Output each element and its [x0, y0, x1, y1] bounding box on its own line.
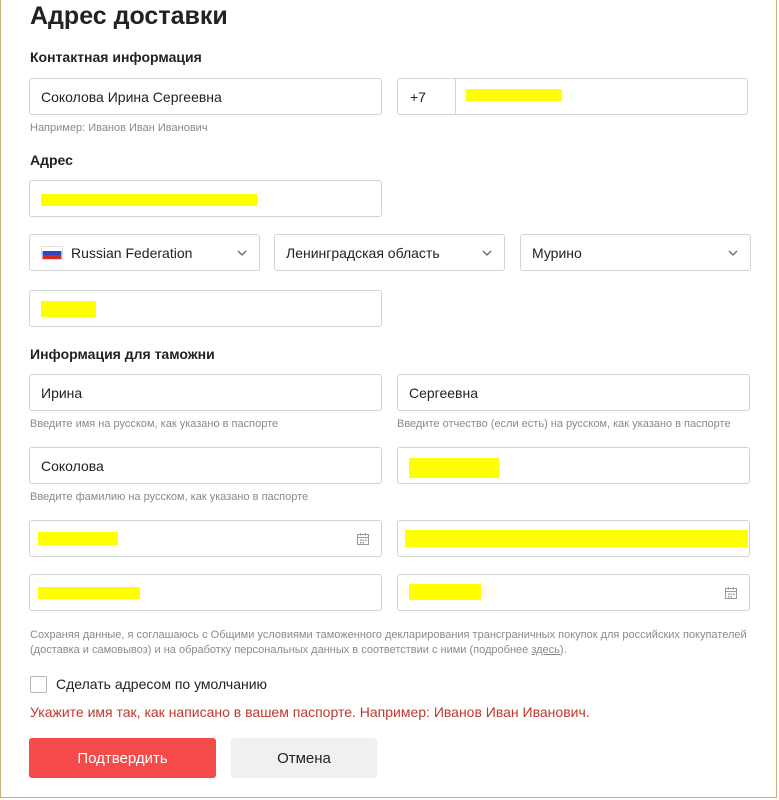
patronymic-hint: Введите отчество (если есть) на русском, как указано в паспорте — [397, 418, 731, 430]
country-value: Russian Federation — [71, 244, 193, 261]
first-name-hint: Введите имя на русском, как указано в паспорте — [30, 418, 279, 430]
chevron-down-icon — [237, 248, 247, 258]
chevron-down-icon — [728, 248, 738, 258]
last-name-field[interactable] — [29, 447, 382, 484]
russia-flag-icon — [41, 246, 63, 260]
legal-consent-text — [30, 628, 750, 658]
contact-section-title: Контактная информация — [30, 49, 202, 65]
region-select[interactable] — [274, 234, 505, 271]
address-section-title: Адрес — [30, 152, 73, 168]
full-name-hint: Например: Иванов Иван Иванович — [30, 122, 208, 134]
last-name-value: Соколова — [41, 457, 104, 474]
full-name-field[interactable] — [29, 78, 382, 115]
calendar-icon[interactable] — [724, 586, 738, 600]
passport-series-field[interactable] — [397, 447, 750, 484]
redacted-postal-code — [41, 301, 96, 317]
last-name-hint: Введите фамилию на русском, как указано в паспорте — [30, 491, 309, 503]
redacted-issue-date — [409, 584, 481, 600]
redacted-birth-date — [38, 532, 118, 545]
issue-date-field[interactable] — [397, 574, 750, 611]
postal-code-field[interactable] — [29, 290, 382, 327]
calendar-icon[interactable] — [356, 532, 370, 546]
default-address-label[interactable]: Сделать адресом по умолчанию — [56, 676, 268, 692]
phone-field[interactable] — [397, 78, 748, 115]
confirm-button[interactable]: Подтвердить — [29, 738, 216, 778]
redacted-passport-issuer — [405, 530, 748, 547]
redacted-street-address — [41, 194, 257, 206]
legal-details-link[interactable]: здесь — [531, 644, 560, 656]
legal-text: Сохраняя данные, я соглашаюсь с Общими условиями таможенного декларирования трансграничных покупок для российских покупателей (доставка и самовывоз) и на обработку персональных данных в соответствии с ними (подробнее — [30, 629, 747, 656]
country-select[interactable] — [29, 234, 260, 271]
city-value: Мурино — [532, 244, 582, 261]
birth-date-field[interactable] — [29, 520, 382, 557]
street-address-field[interactable] — [29, 180, 382, 217]
chevron-down-icon — [482, 248, 492, 258]
patronymic-value: Сергеевна — [409, 384, 479, 401]
city-select[interactable] — [520, 234, 751, 271]
region-value: Ленинградская область — [286, 244, 440, 261]
phone-prefix-text: +7 — [410, 88, 426, 105]
full-name-value: Соколова Ирина Сергеевна — [41, 88, 222, 105]
error-message: Укажите имя так, как написано в вашем паспорте. Например: Иванов Иван Иванович. — [30, 704, 590, 720]
phone-prefix — [398, 79, 456, 114]
page-title: Адрес доставки — [30, 2, 228, 30]
first-name-field[interactable] — [29, 374, 382, 411]
redacted-passport-number — [38, 587, 140, 599]
default-address-checkbox[interactable] — [30, 676, 47, 693]
patronymic-field[interactable] — [397, 374, 750, 411]
legal-text-end: ). — [559, 644, 567, 656]
passport-issuer-field[interactable] — [397, 520, 750, 557]
redacted-phone-number — [466, 89, 562, 101]
first-name-value: Ирина — [41, 384, 83, 401]
passport-number-field[interactable] — [29, 574, 382, 611]
cancel-button[interactable]: Отмена — [231, 738, 377, 778]
redacted-passport-series — [409, 458, 499, 478]
customs-section-title: Информация для таможни — [30, 346, 215, 362]
